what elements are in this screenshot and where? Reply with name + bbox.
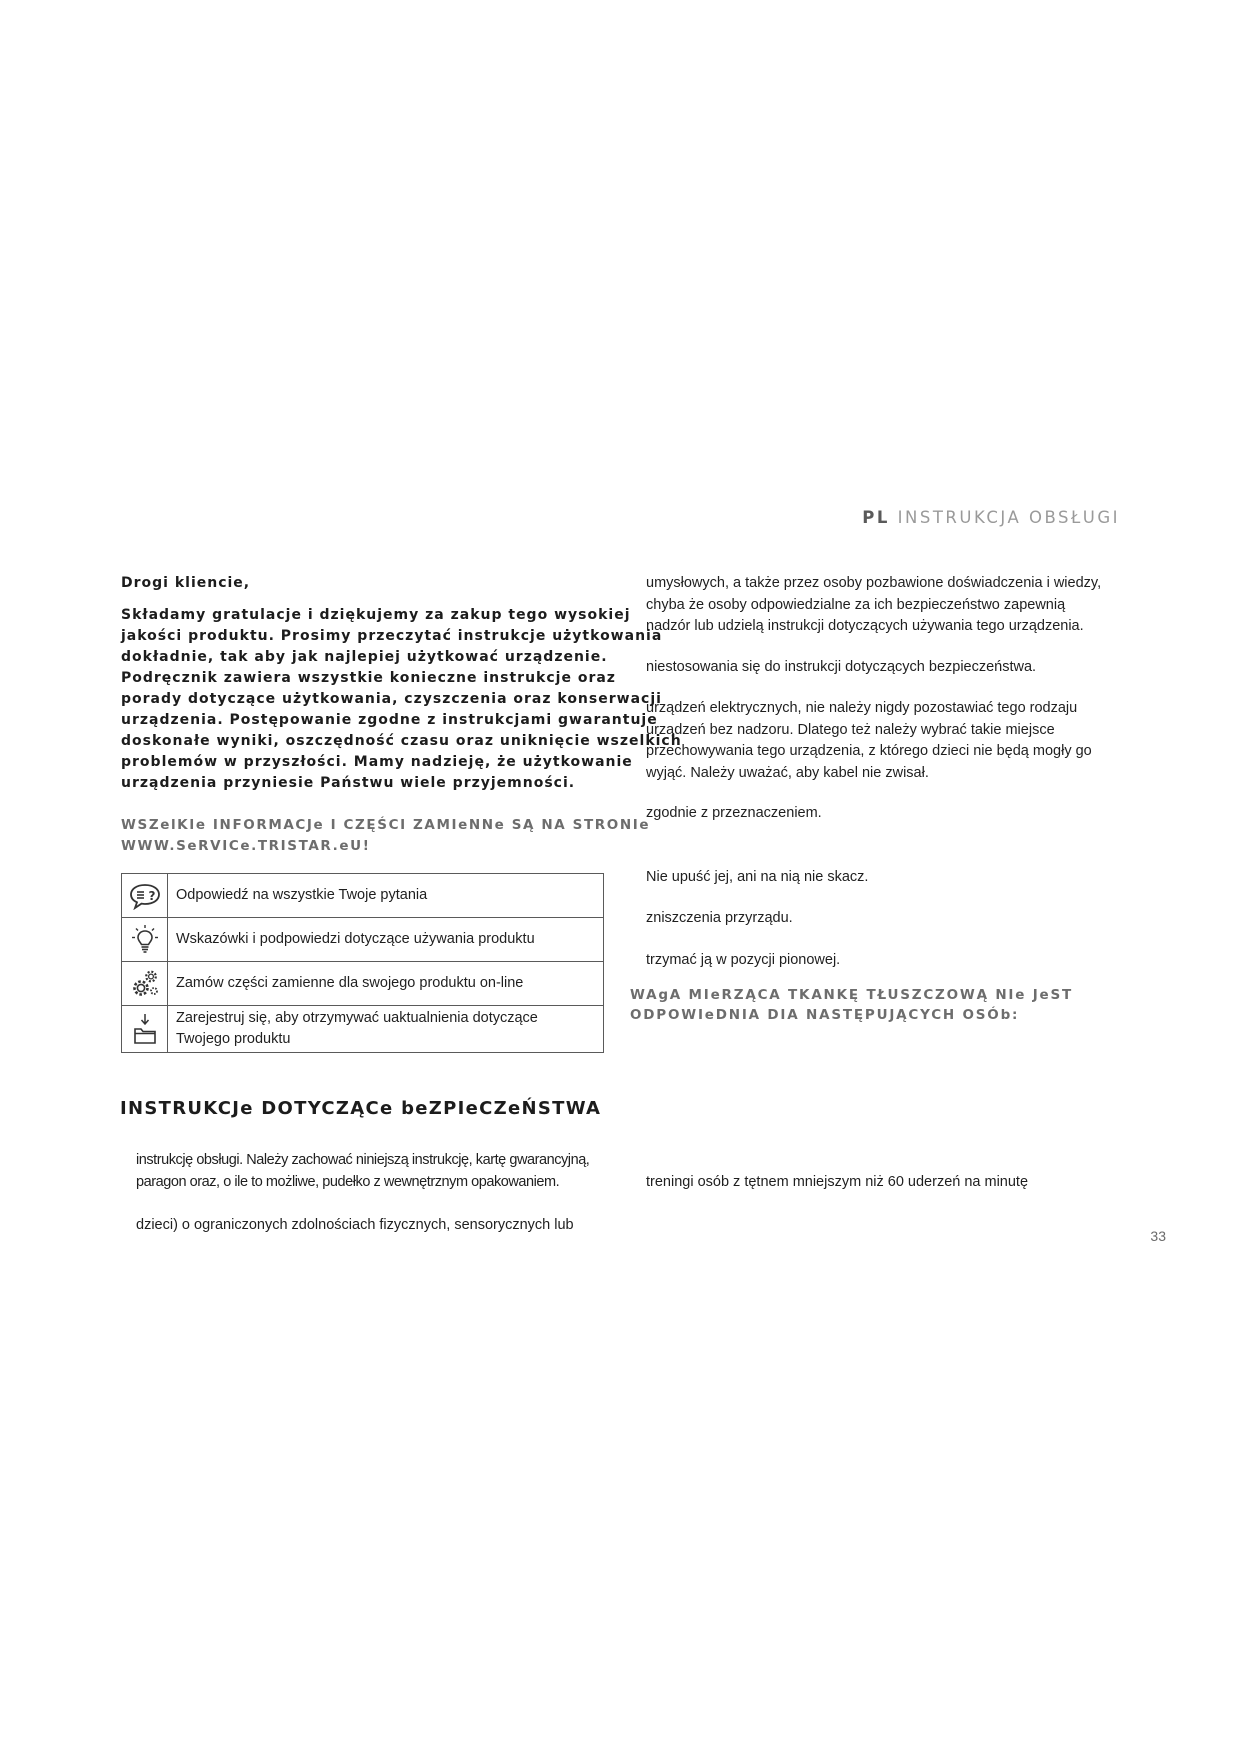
intro-line: Podręcznik zawiera wszystkie konieczne instrukcje oraz	[121, 670, 616, 686]
service-row-parts	[122, 962, 603, 1006]
safety-heading: INSTRUKCJe DOTYCZĄCe beZPIeCZeŃSTWA	[120, 1098, 602, 1119]
page-number: 33	[1150, 1228, 1166, 1244]
manual-title: INSTRUKCJA OBSŁUGI	[897, 508, 1120, 527]
intro-line: problemów w przyszłości. Mamy nadzieję, że użytkowanie	[121, 754, 633, 770]
right-paragraph: niestosowania się do instrukcji dotyczących bezpieczeństwa.	[646, 659, 1037, 675]
service-row-questions	[122, 874, 603, 918]
intro-line: urządzenia. Postępowanie zgodne z instrukcjami gwarantuje	[121, 712, 658, 728]
service-text: Zamów części zamienne dla swojego produktu on-line	[176, 975, 524, 991]
service-note-line: WSZelKIe INFORMACJe I CZĘŚCI ZAMIeNNe SĄ NA STRONIe	[121, 817, 651, 833]
intro-line: jakości produktu. Prosimy przeczytać instrukcje użytkowania	[121, 628, 663, 644]
page-header	[840, 508, 1120, 527]
intro-line: Składamy gratulacje i dziękujemy za zakup tego wysokiej	[121, 607, 631, 623]
right-paragraph: umysłowych, a także przez osoby pozbawione doświadczenia i wiedzy, chyba że osoby odpowiedzialne za ich bezpieczeństwo zapewnią nadzór lub udzielą instrukcji dotyczących używania tego urządzenia.	[646, 575, 1102, 634]
service-text: Wskazówki i podpowiedzi dotyczące używania produktu	[176, 931, 535, 947]
intro-line: doskonałe wyniki, oszczędność czasu oraz uniknięcie wszelkich	[121, 733, 682, 749]
services-table	[121, 873, 604, 1053]
right-paragraph: zgodnie z przeznaczeniem.	[646, 805, 822, 821]
right-paragraph: trzymać ją w pozycji pionowej.	[646, 952, 841, 968]
right-paragraph: treningi osób z tętnem mniejszym niż 60 uderzeń na minutę	[646, 1174, 1029, 1190]
service-website-note	[121, 815, 651, 857]
question-bubble-icon	[122, 874, 168, 917]
right-paragraph: zniszczenia przyrządu.	[646, 910, 793, 926]
intro-line: dokładnie, tak aby jak najlepiej użytkować urządzenie.	[121, 649, 608, 665]
right-paragraph: urządzeń elektrycznych, nie należy nigdy pozostawiać tego rodzaju urządzeń bez nadzoru. Dlatego też należy wybrać takie miejsce przechowywania tego urządzenia, z którego dzieci nie będą mogły go wyjąć. Należy uważać, aby kabel nie zwisał.	[646, 700, 1092, 781]
scale-unsuitable-heading: WAgA MIeRZĄCA TKANKĘ TŁUSZCZOWĄ NIe JeST ODPOWIeDNIA DIA NASTĘPUJĄCYCH OSÓb:	[630, 987, 1074, 1023]
intro-line: urządzenia przyniesie Państwu wiele przyjemności.	[121, 775, 576, 791]
service-text: Odpowiedź na wszystkie Twoje pytania	[176, 887, 428, 903]
service-row-tips	[122, 918, 603, 962]
service-row-register	[122, 1006, 603, 1052]
safety-paragraph: instrukcję obsługi. Należy zachować niniejszą instrukcję, kartę gwarancyjną, paragon oraz, o ile to możliwe, pudełko z wewnętrznym opakowaniem.	[136, 1152, 590, 1190]
right-paragraph: Nie upuść jej, ani na nią nie skacz.	[646, 869, 869, 885]
service-note-line: WWW.SeRVICe.TRISTAR.eU!	[121, 838, 371, 854]
gears-icon	[122, 962, 168, 1005]
greeting: Drogi kliencie,	[121, 575, 251, 591]
lightbulb-icon	[122, 918, 168, 961]
intro-paragraph	[121, 605, 682, 794]
intro-line: porady dotyczące użytkowania, czyszczenia oraz konserwacji	[121, 691, 662, 707]
register-box-icon	[122, 1006, 168, 1052]
language-code: PL	[862, 508, 890, 527]
svg-text:?: ?	[148, 888, 155, 903]
service-text: Zarejestruj się, aby otrzymywać uaktualnienia dotyczące Twojego produktu	[176, 1010, 538, 1047]
safety-paragraph: dzieci) o ograniczonych zdolnościach fizycznych, sensorycznych lub	[136, 1217, 574, 1233]
